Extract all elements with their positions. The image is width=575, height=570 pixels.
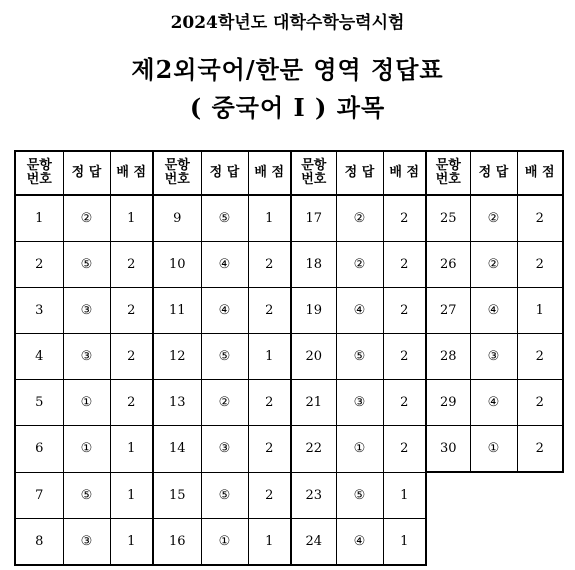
question-number: 1 xyxy=(15,195,63,242)
exam-title: 2024학년도 대학수학능력시험 xyxy=(170,13,405,33)
table-row xyxy=(15,426,563,473)
header-number: 문항 번호 xyxy=(291,151,336,195)
table-row xyxy=(15,242,563,288)
table-row xyxy=(15,195,563,242)
question-number: 9 xyxy=(153,195,201,242)
points-value: 1 xyxy=(110,195,153,242)
question-number: 23 xyxy=(291,472,336,518)
answer-mark: ① xyxy=(470,426,517,473)
answer-mark: ① xyxy=(63,380,110,426)
question-number: 4 xyxy=(15,334,63,380)
question-number: 30 xyxy=(426,426,470,473)
header-points: 배 점 xyxy=(110,151,153,195)
section-title: 제2외국어/한문 영역 정답표 xyxy=(131,55,444,84)
points-value: 2 xyxy=(110,288,153,334)
table-row xyxy=(15,334,563,380)
header-number: 문항 번호 xyxy=(15,151,63,195)
points-value: 2 xyxy=(383,195,426,242)
points-value: 2 xyxy=(248,242,291,288)
points-value: 2 xyxy=(383,334,426,380)
points-value: 2 xyxy=(110,334,153,380)
answer-mark: ② xyxy=(201,380,248,426)
question-number: 10 xyxy=(153,242,201,288)
points-value: 2 xyxy=(517,380,563,426)
question-number: 18 xyxy=(291,242,336,288)
points-value: 1 xyxy=(248,518,291,565)
answer-mark: ④ xyxy=(470,288,517,334)
header-answer: 정 답 xyxy=(336,151,383,195)
header-answer: 정 답 xyxy=(201,151,248,195)
answer-mark: ① xyxy=(63,426,110,473)
answer-mark: ④ xyxy=(336,288,383,334)
answer-mark: ⑤ xyxy=(336,334,383,380)
answer-mark: ④ xyxy=(201,288,248,334)
header-points: 배 점 xyxy=(248,151,291,195)
points-value: 2 xyxy=(110,380,153,426)
answer-mark: ⑤ xyxy=(63,242,110,288)
answer-mark: ⑤ xyxy=(201,195,248,242)
table-row xyxy=(15,288,563,334)
points-value: 1 xyxy=(383,472,426,518)
question-number: 19 xyxy=(291,288,336,334)
question-number: 24 xyxy=(291,518,336,565)
question-number: 25 xyxy=(426,195,470,242)
question-number: 6 xyxy=(15,426,63,473)
header-row xyxy=(15,151,563,195)
question-number: 26 xyxy=(426,242,470,288)
answer-mark: ③ xyxy=(63,518,110,565)
table-row xyxy=(15,472,563,518)
points-value: 1 xyxy=(248,195,291,242)
points-value: 2 xyxy=(383,380,426,426)
answer-mark: ⑤ xyxy=(201,472,248,518)
question-number: 15 xyxy=(153,472,201,518)
answer-mark: ③ xyxy=(201,426,248,473)
answer-mark: ② xyxy=(63,195,110,242)
answer-mark: ② xyxy=(336,195,383,242)
answer-mark: ④ xyxy=(470,380,517,426)
header-points: 배 점 xyxy=(517,151,563,195)
empty-cell xyxy=(426,472,563,518)
points-value: 2 xyxy=(383,426,426,473)
question-number: 21 xyxy=(291,380,336,426)
points-value: 2 xyxy=(517,195,563,242)
answer-mark: ② xyxy=(470,195,517,242)
answer-mark: ③ xyxy=(63,334,110,380)
points-value: 2 xyxy=(517,426,563,473)
question-number: 2 xyxy=(15,242,63,288)
header-number: 문항 번호 xyxy=(426,151,470,195)
points-value: 1 xyxy=(110,426,153,473)
points-value: 1 xyxy=(110,518,153,565)
question-number: 17 xyxy=(291,195,336,242)
question-number: 8 xyxy=(15,518,63,565)
question-number: 12 xyxy=(153,334,201,380)
question-number: 5 xyxy=(15,380,63,426)
answer-mark: ② xyxy=(336,242,383,288)
header-answer: 정 답 xyxy=(470,151,517,195)
points-value: 1 xyxy=(517,288,563,334)
answer-mark: ① xyxy=(336,426,383,473)
question-number: 7 xyxy=(15,472,63,518)
answer-mark: ④ xyxy=(336,518,383,565)
question-number: 11 xyxy=(153,288,201,334)
points-value: 2 xyxy=(517,334,563,380)
answer-mark: ⑤ xyxy=(336,472,383,518)
empty-cell xyxy=(426,518,563,565)
answer-mark: ③ xyxy=(470,334,517,380)
points-value: 1 xyxy=(110,472,153,518)
answer-mark: ③ xyxy=(336,380,383,426)
points-value: 2 xyxy=(110,242,153,288)
answer-mark: ① xyxy=(201,518,248,565)
answer-mark: ⑤ xyxy=(63,472,110,518)
answer-table xyxy=(14,150,564,566)
question-number: 28 xyxy=(426,334,470,380)
question-number: 20 xyxy=(291,334,336,380)
answer-mark: ④ xyxy=(201,242,248,288)
answer-mark: ② xyxy=(470,242,517,288)
question-number: 29 xyxy=(426,380,470,426)
points-value: 2 xyxy=(517,242,563,288)
answer-mark: ③ xyxy=(63,288,110,334)
points-value: 2 xyxy=(248,426,291,473)
answer-body xyxy=(15,195,563,565)
points-value: 1 xyxy=(248,334,291,380)
subject-title: ( 중국어 I ) 과목 xyxy=(189,93,386,122)
question-number: 22 xyxy=(291,426,336,473)
table-row xyxy=(15,380,563,426)
points-value: 2 xyxy=(248,288,291,334)
points-value: 1 xyxy=(383,518,426,565)
table-row xyxy=(15,518,563,565)
question-number: 13 xyxy=(153,380,201,426)
header-points: 배 점 xyxy=(383,151,426,195)
question-number: 16 xyxy=(153,518,201,565)
points-value: 2 xyxy=(248,472,291,518)
header-answer: 정 답 xyxy=(63,151,110,195)
points-value: 2 xyxy=(383,288,426,334)
question-number: 3 xyxy=(15,288,63,334)
header-number: 문항 번호 xyxy=(153,151,201,195)
question-number: 14 xyxy=(153,426,201,473)
answer-mark: ⑤ xyxy=(201,334,248,380)
question-number: 27 xyxy=(426,288,470,334)
points-value: 2 xyxy=(248,380,291,426)
points-value: 2 xyxy=(383,242,426,288)
